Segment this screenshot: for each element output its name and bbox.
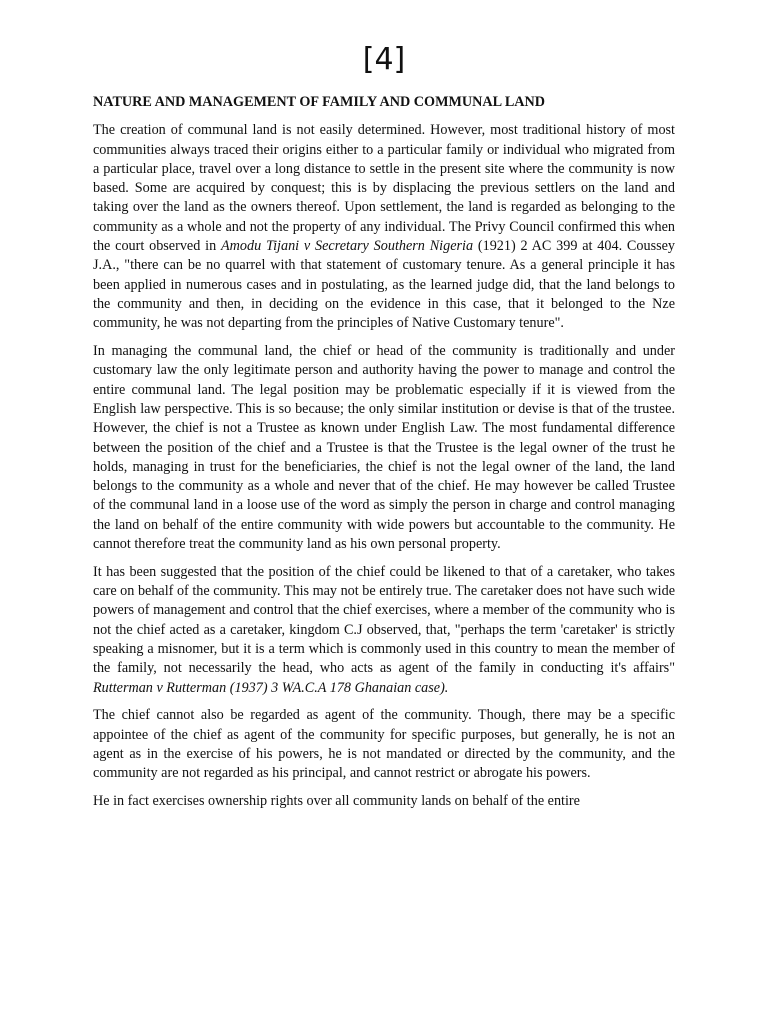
case-citation: Rutterman v Rutterman (1937) 3 WA.C.A 178 Ghanaian case). [93,679,449,696]
paragraph-text: (1921) 2 AC 399 at 404. Coussey J.A., "there can be no quarrel with that statement of customary tenure. As a general principle it has been applied in numerous cases and in postulating, as the learned judge did, that the land belongs to the community and then, in deciding on the evidence in this case, that it belonged to the Nze community, he was not departing from the principles of Native Customary tenure". [93,238,676,332]
page-number: [4] [362,42,406,77]
document-body [93,93,675,820]
paragraph-chief-management: In managing the communal land, the chief or head of the community is traditionally and under customary law the only legitimate person and authority having the power to manage and control the entire communal land. The legal position may be problematic especially if it is viewed from the English law perspective. This is so because; the only similar institution or devise is that of the trustee. However, the chief is not a Trustee as known under English Law. The most fundamental difference between the position of the chief and a Trustee is that the Trustee is the legal owner of the trust he holds, managing in trust for the beneficiaries, the chief is not the legal owner of the land, the land belongs to the community as a whole and never that of the chief. He may however be called Trustee of the communal land in a loose use of the word as simply the person in charge and control managing the land on behalf of the entire community with wide powers but accountable to the community. He cannot therefore treat the community land as his own personal property. [93,343,675,553]
section-heading: NATURE AND MANAGEMENT OF FAMILY AND COMMUNAL LAND [93,94,546,110]
paragraph-ownership-rights: He in fact exercises ownership rights over all community lands on behalf of the entire [93,793,580,810]
case-citation: Amodu Tijani v Secretary Southern Nigeria [220,238,474,255]
paragraph-caretaker [93,563,675,698]
paragraph-agent: The chief cannot also be regarded as agent of the community. Though, there may be a specific appointee of the chief as agent of the community for specific purposes, but generally, he is not an agent as in the exercise of his powers, he is not mandated or directed by the community, and the community are not regarded as his principal, and cannot restrict or abrogate his powers. [93,707,675,782]
paragraph-text: It has been suggested that the position of the chief could be likened to that of a caretaker, who takes care on behalf of the community. This may not be entirely true. The caretaker does not have such wide powers of management and control that the chief exercises, where a member of the community who is not the chief acted as a caretaker, kingdom C.J observed, that, "perhaps the term 'caretaker' is strictly speaking a misnomer, but it is a term which is commonly used in this country to mean the member of the family, not necessarily the head, who acts as agent of the family in conducting it's affairs" [93,563,675,677]
paragraph-text: The creation of communal land is not easily determined. However, most traditional history of most communities always traced their origins either to a particular family or individual who migrated from a particular place, travel over a long distance to settle in the present site where the community is now based. Some are acquired by conquest; this is by displacing the previous settlers on the land and taking over the land as the owners thereof. Upon settlement, the land is regarded as belonging to the community as a whole and not the property of any individual. The Privy Council confirmed this when the court observed in [93,122,675,255]
paragraph-communal-land-creation [93,121,675,333]
